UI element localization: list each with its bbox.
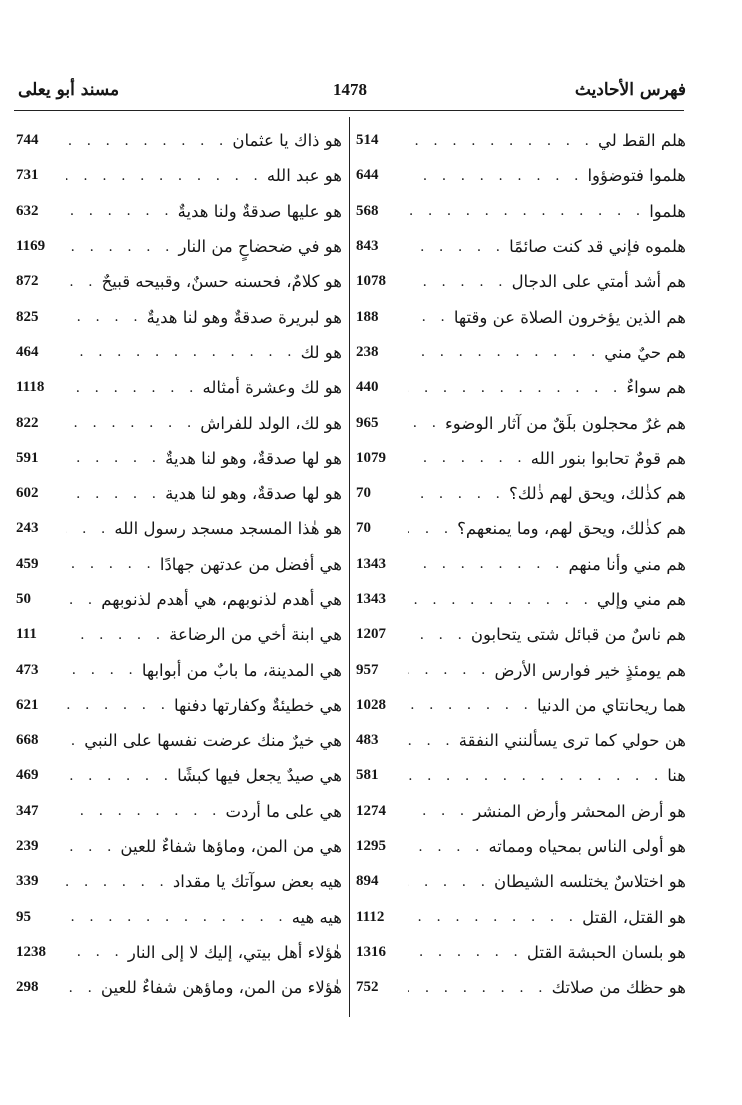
- dot-leader: [66, 239, 175, 255]
- dot-leader: [408, 592, 593, 608]
- entry-text: هو حظك من صلاتك: [551, 978, 686, 998]
- entry-text: هلموا فتوضؤوا: [587, 166, 686, 186]
- entry-page-number: 965: [356, 414, 379, 431]
- index-entry: [356, 829, 686, 864]
- entry-page-number: 1207: [356, 626, 386, 643]
- entry-page-number: 1343: [356, 555, 386, 572]
- dot-leader: [408, 627, 467, 643]
- page-number: 1478: [333, 80, 367, 99]
- index-entry: [356, 758, 686, 793]
- entry-text: هنا: [667, 766, 686, 786]
- entry-page-number: 1274: [356, 802, 386, 819]
- entry-text: هو عليها صدقةٌ ولنا هديةٌ: [177, 201, 342, 221]
- index-entry: [16, 582, 342, 617]
- index-entry: [356, 547, 686, 582]
- entry-page-number: 95: [16, 908, 31, 925]
- dot-leader: [66, 344, 297, 360]
- header-rule: [14, 110, 684, 111]
- entry-page-number: 1169: [16, 238, 46, 255]
- index-entry: [16, 547, 342, 582]
- dot-leader: [66, 556, 156, 572]
- index-entry: [356, 582, 686, 617]
- entry-text: هي المدينة، ما بابٌ من أبوابها: [141, 660, 342, 680]
- entry-text: هو لك، الولد للفراش: [200, 413, 342, 433]
- dot-leader: [408, 697, 533, 713]
- entry-text: هلموا: [649, 201, 686, 221]
- entry-text: هو لك: [300, 342, 342, 362]
- index-entry: [16, 970, 342, 1005]
- entry-page-number: 50: [16, 591, 31, 607]
- dot-leader: [408, 486, 505, 502]
- entry-page-number: 111: [16, 626, 37, 643]
- dot-leader: [66, 274, 98, 290]
- right-column: [356, 123, 686, 1005]
- entry-page-number: 298: [16, 979, 39, 996]
- entry-text: هم مني وإلي: [596, 590, 686, 609]
- dot-leader: [66, 662, 138, 678]
- dot-leader: [408, 662, 490, 678]
- entry-text: هم يومئذٍ خير فوارس الأرض: [494, 660, 686, 680]
- index-entry: [16, 652, 342, 687]
- entry-page-number: 514: [356, 132, 379, 149]
- entry-page-number: 591: [16, 449, 39, 466]
- entry-text: هم حيٌ مني: [604, 342, 686, 362]
- entry-text: هي من المن، وماؤها شفاءٌ للعين: [120, 837, 342, 857]
- dot-leader: [66, 874, 169, 890]
- entry-page-number: 1078: [356, 273, 386, 290]
- index-entry: [356, 441, 686, 476]
- entry-text: هٰؤلاء من المن، وماؤهن شفاءٌ للعين: [100, 978, 342, 998]
- page-header: [0, 80, 742, 108]
- entry-page-number: 731: [16, 167, 39, 184]
- entry-text: هو لك وعشرة أمثاله: [202, 378, 342, 398]
- entry-text: هلموه فإني قد كنت صائمًا: [509, 237, 686, 257]
- index-entry: [16, 758, 342, 793]
- entry-page-number: 752: [356, 979, 379, 996]
- dot-leader: [408, 733, 455, 749]
- index-entry: [356, 970, 686, 1005]
- dot-leader: [408, 556, 564, 572]
- entry-text: هو لبريرة صدقةٌ وهو لنا هديةٌ: [146, 307, 342, 327]
- dot-leader: [408, 768, 663, 784]
- entry-page-number: 621: [16, 696, 39, 713]
- dot-leader: [408, 521, 453, 537]
- index-entry: [16, 511, 342, 546]
- left-column: [16, 123, 342, 1005]
- entry-page-number: 70: [356, 485, 371, 502]
- dot-leader: [408, 380, 622, 396]
- entry-text: هم قومٌ تحابوا بنور الله: [530, 448, 686, 468]
- index-entry: [356, 511, 686, 546]
- entry-text: هي خيرٌ منك عرضت نفسها على النبي: [84, 731, 342, 751]
- dot-leader: [66, 697, 170, 713]
- index-entry: [356, 229, 686, 264]
- dot-leader: [408, 909, 578, 925]
- entry-page-number: 1118: [16, 379, 45, 396]
- entry-page-number: 825: [16, 308, 39, 325]
- entry-text: هو لها صدقةٌ، وهو لنا هدية: [165, 484, 342, 504]
- dot-leader: [408, 168, 583, 184]
- entry-page-number: 843: [356, 238, 379, 255]
- index-entry: [16, 723, 342, 758]
- entry-text: هو لها صدقةٌ، وهو لنا هديةٌ: [165, 448, 342, 468]
- index-entry: [16, 229, 342, 264]
- entry-page-number: 1028: [356, 696, 386, 713]
- entry-text: هم سواءٌ: [626, 378, 686, 398]
- index-entry: [356, 370, 686, 405]
- entry-text: هو بلسان الحبشة القتل: [526, 942, 686, 962]
- index-entry: [16, 194, 342, 229]
- dot-leader: [66, 768, 173, 784]
- dot-leader: [66, 909, 288, 925]
- dot-leader: [408, 980, 548, 996]
- entry-text: هو اختلاسٌ يختلسه الشيطان: [494, 872, 686, 892]
- index-entry: [16, 405, 342, 440]
- index-entry: [16, 335, 342, 370]
- entry-text: هو أولى الناس بمحياه ومماته: [488, 837, 686, 857]
- index-entry: [16, 123, 342, 158]
- entry-page-number: 668: [16, 732, 39, 749]
- dot-leader: [408, 839, 484, 855]
- dot-leader: [408, 874, 490, 890]
- index-entry: [356, 794, 686, 829]
- entry-page-number: 872: [16, 273, 39, 290]
- entry-page-number: 238: [356, 343, 379, 360]
- entry-text: هي ابنة أخي من الرضاعة: [169, 625, 342, 645]
- entry-text: هو هٰذا المسجد مسجد رسول الله: [114, 519, 342, 539]
- index-entry: [356, 617, 686, 652]
- entry-page-number: 347: [16, 802, 39, 819]
- entry-text: هم أشد أمتي على الدجال: [511, 272, 686, 292]
- index-entry: [16, 935, 342, 970]
- entry-text: هو عبد الله: [266, 166, 342, 186]
- entry-text: هي خطيئةٌ وكفارتها دفنها: [174, 695, 342, 715]
- dot-leader: [408, 944, 523, 960]
- index-entry: [356, 688, 686, 723]
- dot-leader: [408, 450, 527, 466]
- index-entry: [356, 864, 686, 899]
- dot-leader: [66, 733, 80, 749]
- entry-page-number: 473: [16, 661, 39, 678]
- index-entry: [356, 900, 686, 935]
- index-title: فهرس الأحاديث: [574, 80, 686, 100]
- entry-text: هٰؤلاء أهل بيتي، إليك لا إلى النار: [127, 942, 342, 962]
- entry-page-number: 744: [16, 132, 39, 149]
- index-entry: [356, 723, 686, 758]
- index-entry: [16, 158, 342, 193]
- index-entry: [356, 476, 686, 511]
- index-entry: [356, 264, 686, 299]
- index-entry: [16, 264, 342, 299]
- index-entry: [16, 829, 342, 864]
- dot-leader: [66, 803, 221, 819]
- index-entry: [356, 158, 686, 193]
- dot-leader: [408, 803, 469, 819]
- entry-page-number: 644: [356, 167, 379, 184]
- index-entry: [16, 864, 342, 899]
- index-entry: [16, 688, 342, 723]
- entry-page-number: 440: [356, 379, 379, 396]
- entry-text: هم غرٌ محجلون بلَقٌ من آثار الوضوء: [445, 413, 686, 433]
- index-entry: [356, 652, 686, 687]
- index-entry: [356, 335, 686, 370]
- index-entry: [356, 299, 686, 334]
- entry-text: هي صيدٌ يجعل فيها كبشًا: [177, 766, 342, 786]
- entry-text: هو أرض المحشر وأرض المنشر: [473, 801, 686, 821]
- dot-leader: [408, 415, 441, 431]
- entry-text: هي على ما أردت: [225, 801, 342, 821]
- entry-page-number: 243: [16, 520, 39, 537]
- entry-page-number: 1316: [356, 943, 386, 960]
- dot-leader: [408, 309, 450, 325]
- index-entry: [16, 900, 342, 935]
- index-entry: [16, 441, 342, 476]
- index-entry: [16, 794, 342, 829]
- entry-text: هيه هيه: [291, 907, 342, 927]
- entry-page-number: 483: [356, 732, 379, 749]
- entry-text: هو القتل، القتل: [582, 907, 686, 927]
- entry-page-number: 339: [16, 873, 39, 890]
- entry-text: هو في ضحضاحٍ من النار: [178, 237, 342, 257]
- entry-page-number: 469: [16, 767, 39, 784]
- entry-page-number: 1238: [16, 943, 46, 960]
- entry-text: هيه بعض سوآتك يا مقداد: [172, 872, 342, 892]
- entry-text: هم كذٰلك، ويحق لهم ذٰلك؟: [508, 484, 686, 504]
- dot-leader: [66, 980, 97, 996]
- column-divider: [349, 117, 350, 1017]
- dot-leader: [408, 203, 645, 219]
- index-entry: [356, 935, 686, 970]
- entry-page-number: 1112: [356, 908, 385, 925]
- entry-page-number: 568: [356, 202, 379, 219]
- entry-page-number: 464: [16, 343, 39, 360]
- dot-leader: [66, 203, 174, 219]
- entry-page-number: 632: [16, 202, 39, 219]
- entry-text: هلم القط لي: [597, 131, 686, 151]
- index-entry: [16, 370, 342, 405]
- dot-leader: [408, 133, 594, 149]
- dot-leader: [66, 133, 228, 149]
- entry-text: هي أفضل من عدتهن جهادًا: [159, 554, 342, 574]
- entry-page-number: 459: [16, 555, 39, 572]
- index-entry: [16, 476, 342, 511]
- dot-leader: [66, 380, 199, 396]
- entry-text: هم مني وأنا منهم: [568, 554, 686, 574]
- dot-leader: [408, 274, 508, 290]
- index-entry: [356, 194, 686, 229]
- entry-page-number: 1079: [356, 449, 386, 466]
- dot-leader: [66, 486, 161, 502]
- entry-page-number: 957: [356, 661, 379, 678]
- dot-leader: [66, 627, 165, 643]
- entry-text: هي أهدم لذنوبهم، هي أهدم لذنوبهم: [101, 590, 342, 609]
- entry-text: هو كلامٌ، فحسنه حسنٌ، وقبيحه قبيحٌ: [101, 272, 342, 292]
- dot-leader: [66, 592, 97, 608]
- index-entry: [16, 617, 342, 652]
- entry-page-number: 239: [16, 838, 39, 855]
- dot-leader: [66, 944, 124, 960]
- entry-page-number: 70: [356, 520, 371, 537]
- entry-text: هم ناسٌ من قبائل شتى يتحابون: [470, 625, 686, 645]
- entry-page-number: 894: [356, 873, 379, 890]
- entry-page-number: 581: [356, 767, 379, 784]
- index-entry: [356, 405, 686, 440]
- index-entry: [16, 299, 342, 334]
- entry-text: هن حولي كما ترى يسألنني النفقة: [458, 731, 686, 751]
- entry-page-number: 1343: [356, 591, 386, 607]
- dot-leader: [66, 450, 161, 466]
- dot-leader: [408, 344, 600, 360]
- entry-page-number: 822: [16, 414, 39, 431]
- dot-leader: [66, 521, 110, 537]
- dot-leader: [66, 309, 143, 325]
- dot-leader: [66, 415, 196, 431]
- entry-text: هم كذٰلك، ويحق لهم، وما يمنعهم؟: [457, 519, 686, 539]
- dot-leader: [408, 239, 505, 255]
- entry-text: هما ريحانتاي من الدنيا: [536, 695, 686, 715]
- book-title: مسند أبو يعلى: [18, 80, 120, 100]
- dot-leader: [66, 839, 116, 855]
- index-entry: [356, 123, 686, 158]
- entry-page-number: 602: [16, 485, 39, 502]
- entry-text: هو ذاك يا عثمان: [232, 131, 342, 151]
- entry-page-number: 188: [356, 308, 379, 325]
- entry-text: هم الذين يؤخرون الصلاة عن وقتها: [453, 307, 686, 327]
- entry-page-number: 1295: [356, 838, 386, 855]
- dot-leader: [66, 168, 263, 184]
